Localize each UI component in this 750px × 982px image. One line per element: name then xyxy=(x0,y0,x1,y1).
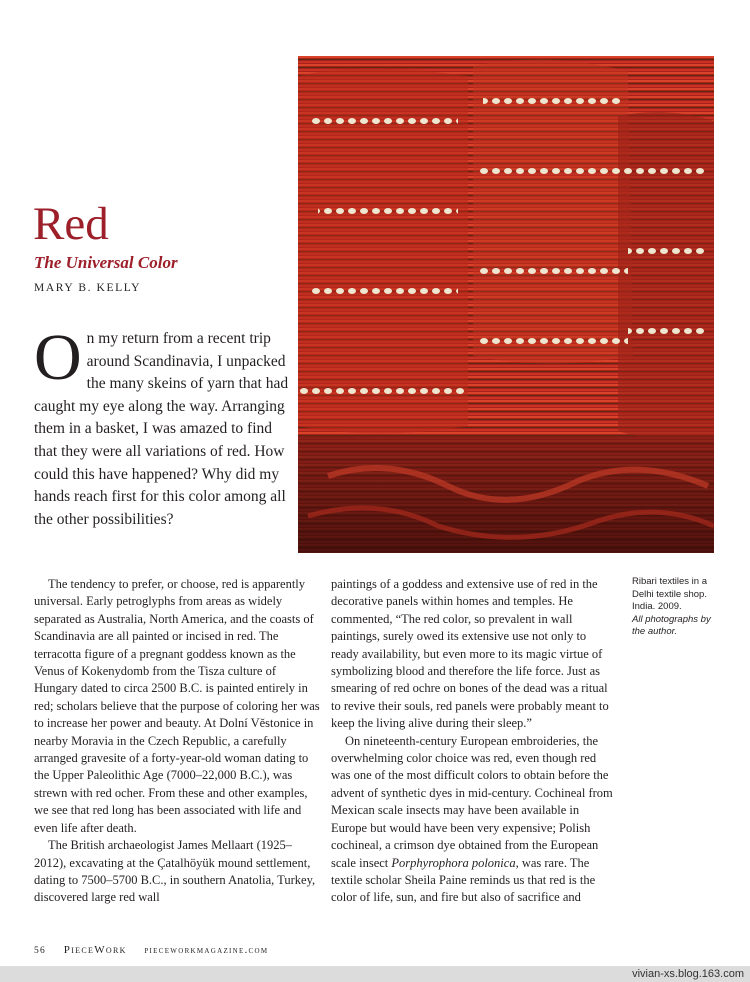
drop-cap: O xyxy=(34,321,82,394)
author-byline: MARY B. KELLY xyxy=(34,282,142,294)
publication-name: PieceWork xyxy=(63,944,127,956)
species-name: Porphyrophora polonica xyxy=(391,855,516,870)
body-column-1 xyxy=(34,576,320,907)
body-paragraph xyxy=(331,733,617,907)
body-paragraph: paintings of a goddess and extensive use of red in the decorative panels within homes and temples. He commented, “The red color, so prevalent in wall paintings, surely owed its extensive use not only to ready availability, but even more to its magic virtue of symbolizing blood and therefore the life force. Just as smearing of red ochre on bones of the dead was a ritual to revive their souls, red panels were probably meant to keep the living alive during their sleep.” xyxy=(331,577,609,731)
body-paragraph: The tendency to prefer, or choose, red is apparently universal. Early petroglyphs from areas as widely separated as Australia, North America, and the coasts of Scandinavia are all painted or incised in red. The terracotta figure of a pregnant goddess known as the Venus of Kokenydomb from the Tisza culture of Hungary dated to circa 2500 B.C. is painted entirely in red; scholars believe that the purpose of coloring her was to increase her power and beauty. At Dolní Věstonice in nearby Moravia in the Czech Republic, a carefully arranged gravesite of a forty-year-old woman dating to the Upper Paleolithic Age (7000–22,000 B.C.), was strewn with red ocher. From these and other examples, we see that red long has been associated with life and even life after death. xyxy=(34,577,320,835)
photo-caption xyxy=(632,576,722,639)
photo-credit: All photographs by the author. xyxy=(632,613,711,638)
article-subtitle: The Universal Color xyxy=(34,253,178,272)
article-title: Red xyxy=(33,198,109,250)
textile-photo xyxy=(298,56,714,553)
page-footer xyxy=(34,944,282,956)
intro-paragraph xyxy=(34,321,294,531)
body-column-2 xyxy=(331,576,617,907)
intro-text: n my return from a recent trip around Scandinavia, I unpacked the many skeins of yarn that had caught my eye along the way. Arranging them in a basket, I was amazed to find that they were all variations of red. How could this have happened? Why did my hands reach first for this color among all the other possibilities? xyxy=(34,330,289,528)
caption-text: Ribari textiles in a Delhi textile shop. India. 2009. xyxy=(632,576,707,613)
body-text: , was rare. The textile scholar Sheila Paine reminds us that red is the color of life, sun, and fire but also of sacrifice and xyxy=(331,855,596,905)
body-text: On nineteenth-century European embroideries, the overwhelming color choice was red, even though red was one of the most difficult colors to obtain before the advent of synthetic dyes in mid-century. Cochineal from Mexican scale insects may have been available in Europe but would have been very expensive; Polish cochineal, a crimson dye obtained from the European scale insect xyxy=(331,733,613,870)
website-url: pieceworkmagazine.com xyxy=(144,945,269,956)
page-number: 56 xyxy=(34,946,47,956)
watermark: vivian-xs.blog.163.com xyxy=(632,968,744,980)
body-paragraph: The British archaeologist James Mellaart (1925–2012), excavating at the Çatalhöyük mound settlement, dating to 7500–5700 B.C., in southern Anatolia, Turkey, discovered large red wall xyxy=(34,838,316,905)
watermark-bar xyxy=(0,966,750,982)
